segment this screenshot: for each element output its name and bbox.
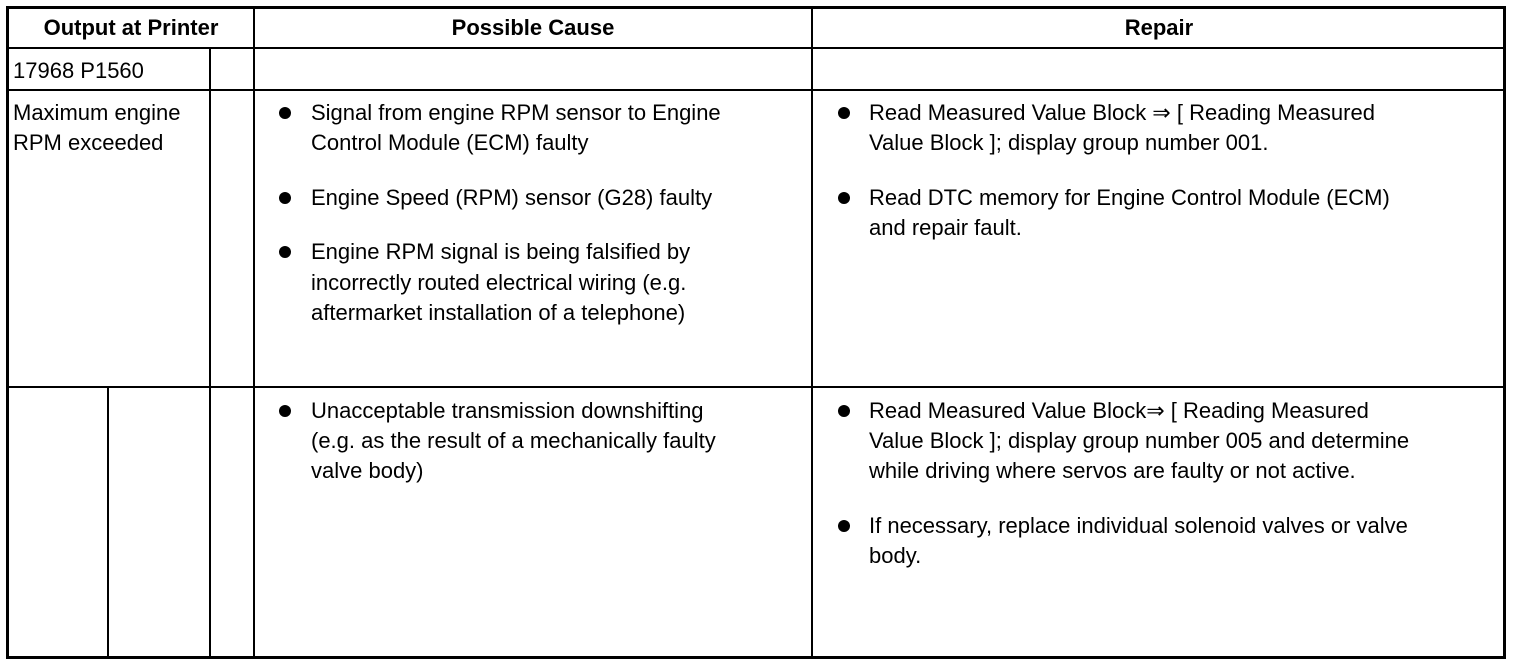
col-divider-output-inner	[209, 47, 211, 658]
header-repair: Repair	[1124, 15, 1194, 40]
header-cause: Possible Cause	[451, 15, 615, 40]
row2-repair-1-line-3: while driving where servos are faulty or not active.	[869, 458, 1356, 483]
row1-repair-1-line-1: Read Measured Value Block ⇒ [ Reading Measured	[869, 100, 1375, 125]
row2-cause-1-line-1: Unacceptable transmission downshifting	[311, 398, 704, 423]
dtc-code: 17968 P1560	[13, 58, 144, 83]
row1-output-line-1: Maximum engine	[13, 100, 181, 125]
bullet-icon	[279, 192, 291, 204]
col-divider-row2-output	[107, 386, 109, 658]
row2-repair-1-line-1: Read Measured Value Block⇒ [ Reading Measured	[869, 398, 1369, 423]
row2-cause-1-line-3: valve body)	[311, 458, 424, 483]
row2-cause-1-line-2: (e.g. as the result of a mechanically faulty	[311, 428, 716, 453]
bullet-icon	[838, 192, 850, 204]
row1-repair-1-line-2: Value Block ]; display group number 001.	[869, 130, 1269, 155]
row1-cause-3-line-1: Engine RPM signal is being falsified by	[311, 239, 691, 264]
header-bottom-rule	[8, 47, 1505, 49]
bullet-icon	[279, 246, 291, 258]
row1-cause-3-line-3: aftermarket installation of a telephone)	[311, 300, 686, 325]
bullet-icon	[279, 107, 291, 119]
row2-repair-2-line-1: If necessary, replace individual solenoid valves or valve	[869, 513, 1408, 538]
row1-bottom-rule	[8, 386, 1505, 388]
row1-repair-2-line-2: and repair fault.	[869, 215, 1022, 240]
row2-repair-2-line-2: body.	[869, 543, 922, 568]
bullet-icon	[838, 520, 850, 532]
bullet-icon	[279, 405, 291, 417]
row2-repair-1-line-2: Value Block ]; display group number 005 and determine	[869, 428, 1410, 453]
bullet-icon	[838, 405, 850, 417]
row1-cause-1-line-1: Signal from engine RPM sensor to Engine	[311, 100, 721, 125]
bullet-icon	[838, 107, 850, 119]
row1-repair-2-line-1: Read DTC memory for Engine Control Module (ECM)	[869, 185, 1390, 210]
row1-cause-3-line-2: incorrectly routed electrical wiring (e.g.	[311, 270, 687, 295]
col-divider-output-cause	[253, 8, 255, 658]
row1-cause-2-line-1: Engine Speed (RPM) sensor (G28) faulty	[311, 185, 713, 210]
row1-cause-1-line-2: Control Module (ECM) faulty	[311, 130, 589, 155]
col-divider-cause-repair	[811, 8, 813, 658]
row1-output-line-2: RPM exceeded	[13, 130, 164, 155]
header-output: Output at Printer	[43, 15, 219, 40]
code-row-bottom-rule	[8, 89, 1505, 91]
